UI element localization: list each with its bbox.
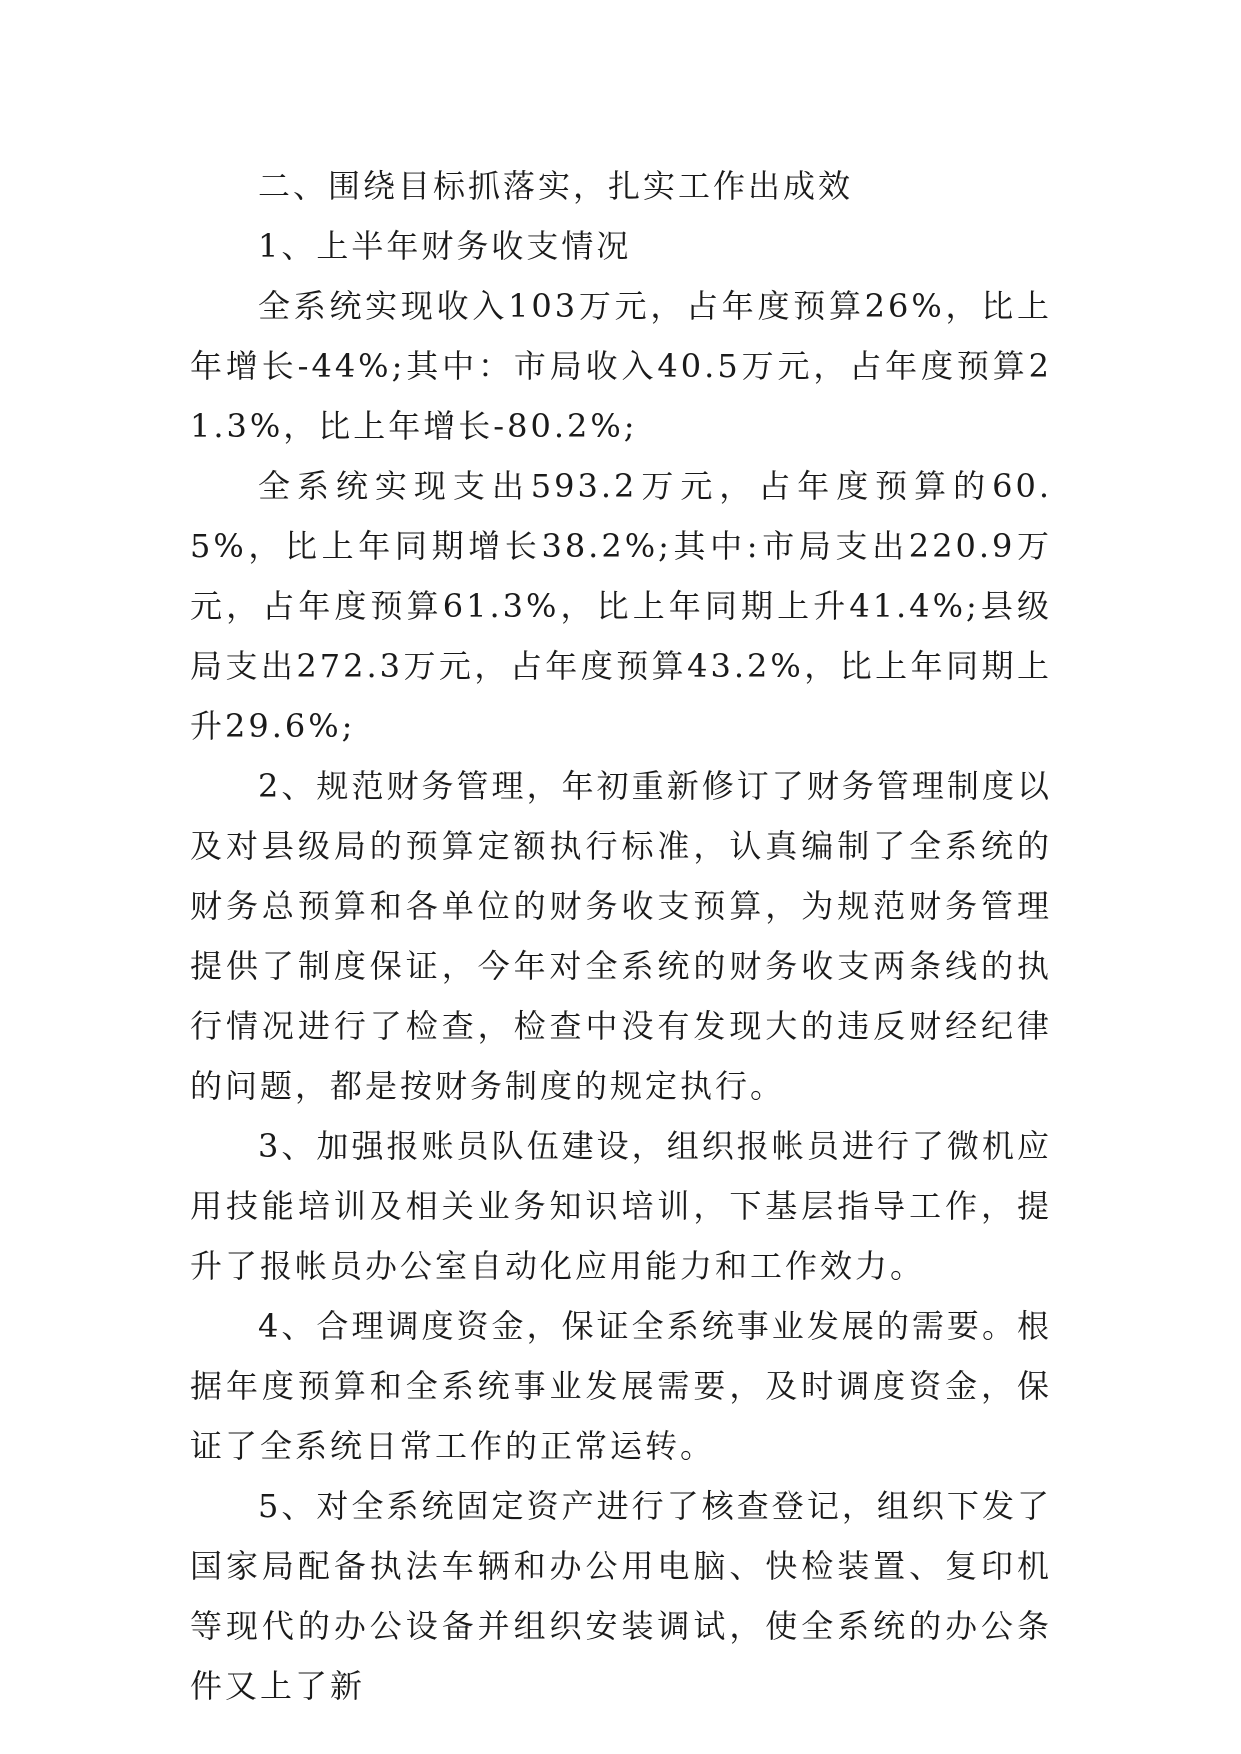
paragraph-expenditure: 全系统实现支出593.2万元，占年度预算的60.5%，比上年同期增长38.2%;其中:市局支出220.9万元，占年度预算61.3%，比上年同期上升41.4%;县级局支出272.3万元，占年度预算43.2%，比上年同期上升29.6%; — [190, 467, 1052, 745]
paragraph-financial-management: 2、规范财务管理，年初重新修订了财务管理制度以及对县级局的预算定额执行标准，认真编制了全系统的财务总预算和各单位的财务收支预算，为规范财务管理提供了制度保证，今年对全系统的财务收支两条线的执行情况进行了检查，检查中没有发现大的违反财经纪律的问题，都是按财务制度的规定执行。 — [190, 767, 1052, 1105]
subsection-heading: 1、上半年财务收支情况 — [258, 227, 632, 265]
document-body — [190, 156, 1052, 1716]
paragraph-fund-allocation: 4、合理调度资金，保证全系统事业发展的需要。根据年度预算和全系统事业发展需要，及时调度资金，保证了全系统日常工作的正常运转。 — [190, 1307, 1052, 1465]
paragraph-accountant-team: 3、加强报账员队伍建设，组织报帐员进行了微机应用技能培训及相关业务知识培训，下基层指导工作，提升了报帐员办公室自动化应用能力和工作效力。 — [190, 1127, 1052, 1285]
section-heading: 二、围绕目标抓落实，扎实工作出成效 — [258, 167, 854, 205]
paragraph-income: 全系统实现收入103万元，占年度预算26%，比上年增长-44%;其中：市局收入40.5万元，占年度预算21.3%，比上年增长-80.2%; — [190, 287, 1052, 445]
paragraph-fixed-assets: 5、对全系统固定资产进行了核查登记，组织下发了国家局配备执法车辆和办公用电脑、快检装置、复印机等现代的办公设备并组织安装调试，使全系统的办公条件又上了新 — [190, 1487, 1052, 1705]
